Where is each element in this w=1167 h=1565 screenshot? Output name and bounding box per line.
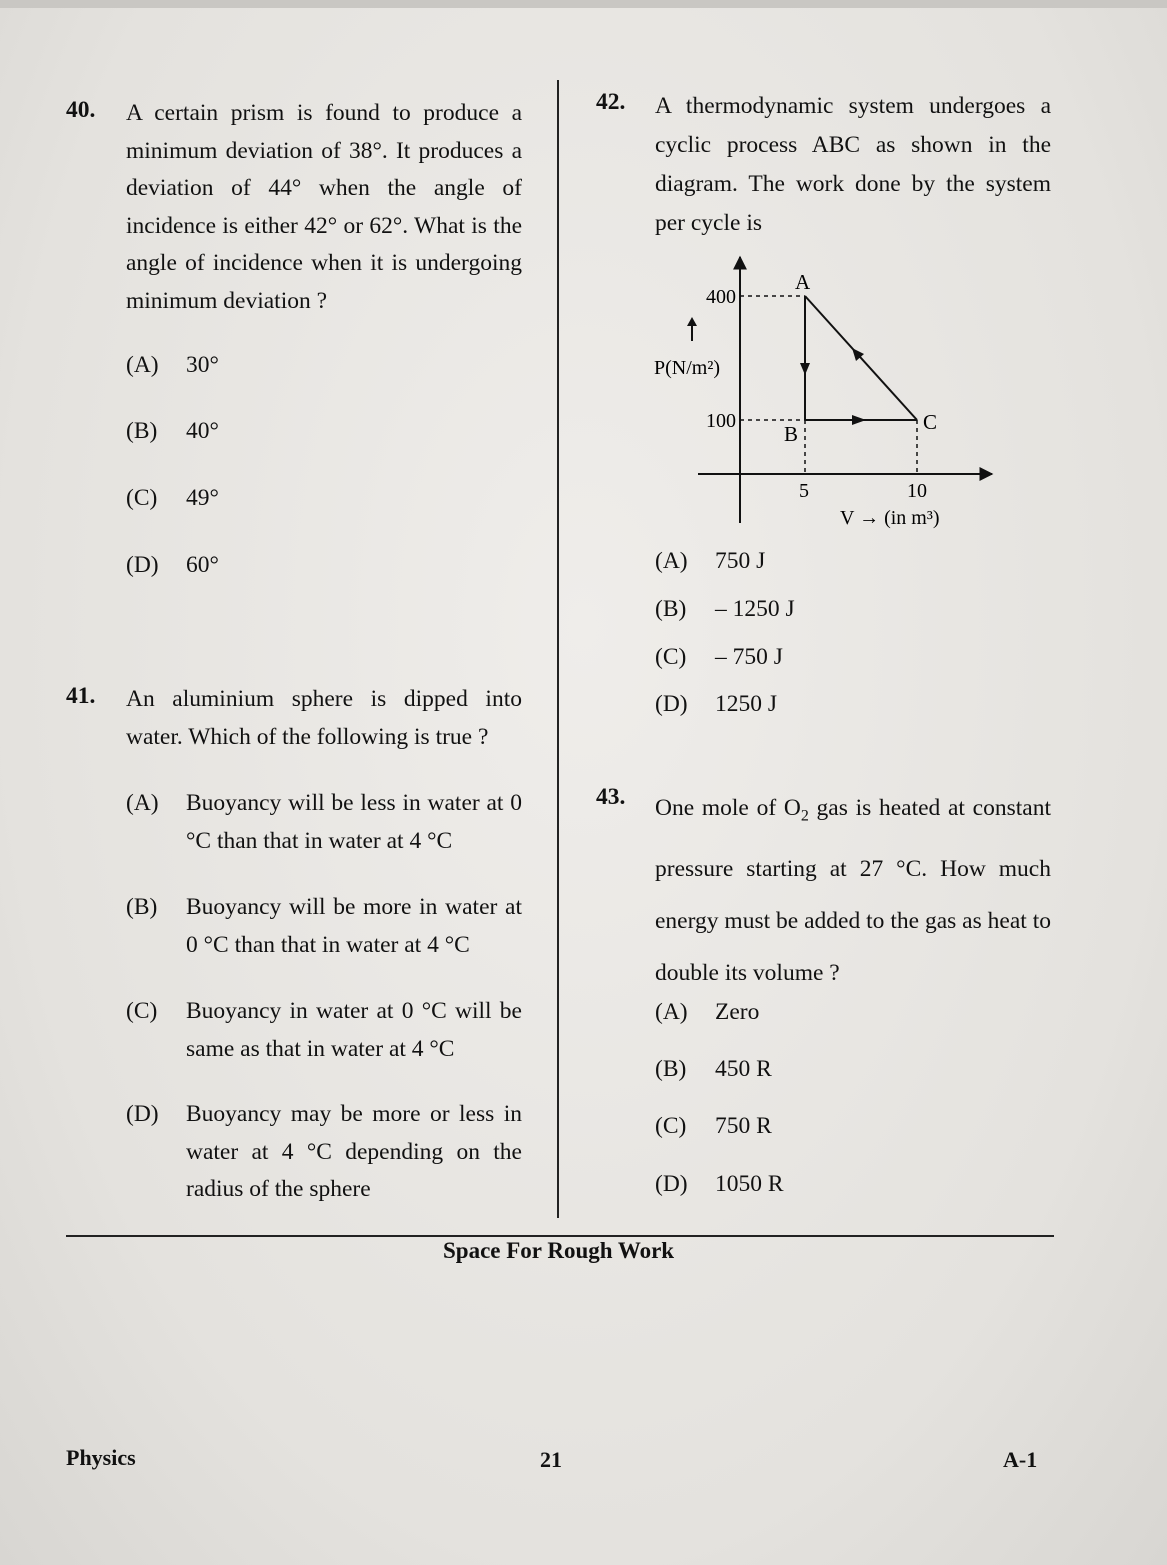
rough-work-divider bbox=[66, 1235, 1054, 1237]
option-value: 750 J bbox=[715, 548, 766, 574]
q40-text: A certain prism is found to produce a minimum deviation of 38°. It produces a deviation of 44° when the angle of incidence is either 42° or 62°. What is the angle of incidence when it is undergoing minimum deviation ? bbox=[126, 100, 522, 314]
option-label: (D) bbox=[655, 1171, 688, 1197]
q42-option-b bbox=[655, 591, 855, 629]
option-label: (A) bbox=[126, 790, 159, 816]
q43-text bbox=[655, 782, 1051, 999]
option-label: (A) bbox=[655, 548, 688, 574]
option-value: 1050 R bbox=[715, 1171, 784, 1197]
q42-number: 42. bbox=[596, 89, 626, 115]
option-value: Buoyancy will be less in water at 0 °C than that in water at 4 °C bbox=[186, 790, 522, 854]
option-label: (D) bbox=[126, 552, 159, 578]
q41-option-b bbox=[126, 889, 526, 965]
footer-page-number: 21 bbox=[540, 1447, 562, 1472]
option-value: 450 R bbox=[715, 1056, 772, 1082]
footer-subject: Physics bbox=[66, 1445, 136, 1470]
q40-option-a bbox=[126, 347, 326, 385]
option-value: – 1250 J bbox=[715, 596, 795, 622]
q40-option-c bbox=[126, 480, 326, 518]
x-axis-label: V → (in m³) bbox=[840, 507, 940, 529]
q41-option-c bbox=[126, 993, 526, 1069]
q41-option-a bbox=[126, 785, 526, 861]
footer-booklet-code: A-1 bbox=[1003, 1447, 1038, 1472]
option-value: 30° bbox=[186, 352, 219, 378]
q43-text-end: gas is heated at constant pressure starting at 27 °C. How much energy must be added to the gas as heat to double its volume ? bbox=[655, 795, 1051, 986]
q42-option-d bbox=[655, 686, 855, 724]
pv-diagram bbox=[640, 245, 1010, 535]
p-arrowhead-icon bbox=[687, 317, 697, 326]
q43-subscript: 2 bbox=[800, 807, 809, 825]
q43-option-a bbox=[655, 994, 855, 1032]
option-label: (A) bbox=[126, 352, 159, 378]
option-value: Buoyancy in water at 0 °C will be same as that in water at 4 °C bbox=[186, 998, 522, 1062]
q40-number: 40. bbox=[66, 97, 96, 123]
q41-number: 41. bbox=[66, 683, 96, 709]
y-tick-400: 400 bbox=[706, 286, 736, 308]
option-label: (B) bbox=[126, 418, 158, 444]
q42-option-a bbox=[655, 543, 855, 581]
x-tick-5: 5 bbox=[799, 480, 809, 502]
column-divider bbox=[557, 80, 559, 1218]
option-value: Buoyancy may be more or less in water at 4 °C depending on the radius of the sphere bbox=[186, 1101, 522, 1202]
q42-text: A thermodynamic system undergoes a cyclic process ABC as shown in the diagram. The work done by the system per cycle is bbox=[655, 93, 1051, 236]
q43-option-b bbox=[655, 1051, 855, 1089]
option-label: (B) bbox=[126, 894, 158, 920]
rough-work-heading: Space For Rough Work bbox=[443, 1238, 675, 1263]
option-label: (D) bbox=[126, 1101, 159, 1127]
option-value: – 750 J bbox=[715, 644, 783, 670]
option-label: (C) bbox=[655, 644, 687, 670]
y-axis-label: P(N/m²) bbox=[654, 357, 720, 379]
option-label: (C) bbox=[126, 485, 158, 511]
q40-option-d bbox=[126, 547, 326, 585]
y-tick-100: 100 bbox=[706, 410, 736, 432]
option-value: 49° bbox=[186, 485, 219, 511]
q43-text-start: One mole of O bbox=[655, 795, 801, 821]
option-value: Buoyancy will be more in water at 0 °C than that in water at 4 °C bbox=[186, 894, 522, 958]
point-c-label: C bbox=[923, 410, 938, 434]
option-label: (C) bbox=[655, 1113, 687, 1139]
q42-option-c bbox=[655, 639, 855, 677]
point-b-label: B bbox=[784, 422, 799, 446]
option-value: 750 R bbox=[715, 1113, 772, 1139]
segment-ca bbox=[805, 296, 917, 420]
option-value: 40° bbox=[186, 418, 219, 444]
option-label: (B) bbox=[655, 596, 687, 622]
x-tick-10: 10 bbox=[907, 480, 927, 502]
q43-number: 43. bbox=[596, 784, 626, 810]
option-label: (A) bbox=[655, 999, 688, 1025]
option-value: Zero bbox=[715, 999, 760, 1025]
arrow-right-icon bbox=[852, 415, 866, 425]
option-label: (B) bbox=[655, 1056, 687, 1082]
scan-edge bbox=[0, 0, 1167, 8]
q41-option-d bbox=[126, 1096, 526, 1210]
q40-option-b bbox=[126, 413, 326, 451]
q43-option-d bbox=[655, 1166, 855, 1204]
option-label: (D) bbox=[655, 691, 688, 717]
q43-option-c bbox=[655, 1108, 855, 1146]
arrow-down-icon bbox=[800, 363, 810, 375]
option-label: (C) bbox=[126, 998, 158, 1024]
q41-text: An aluminium sphere is dipped into water. Which of the following is true ? bbox=[126, 686, 522, 750]
option-value: 60° bbox=[186, 552, 219, 578]
point-a-label: A bbox=[795, 270, 811, 294]
option-value: 1250 J bbox=[715, 691, 778, 717]
